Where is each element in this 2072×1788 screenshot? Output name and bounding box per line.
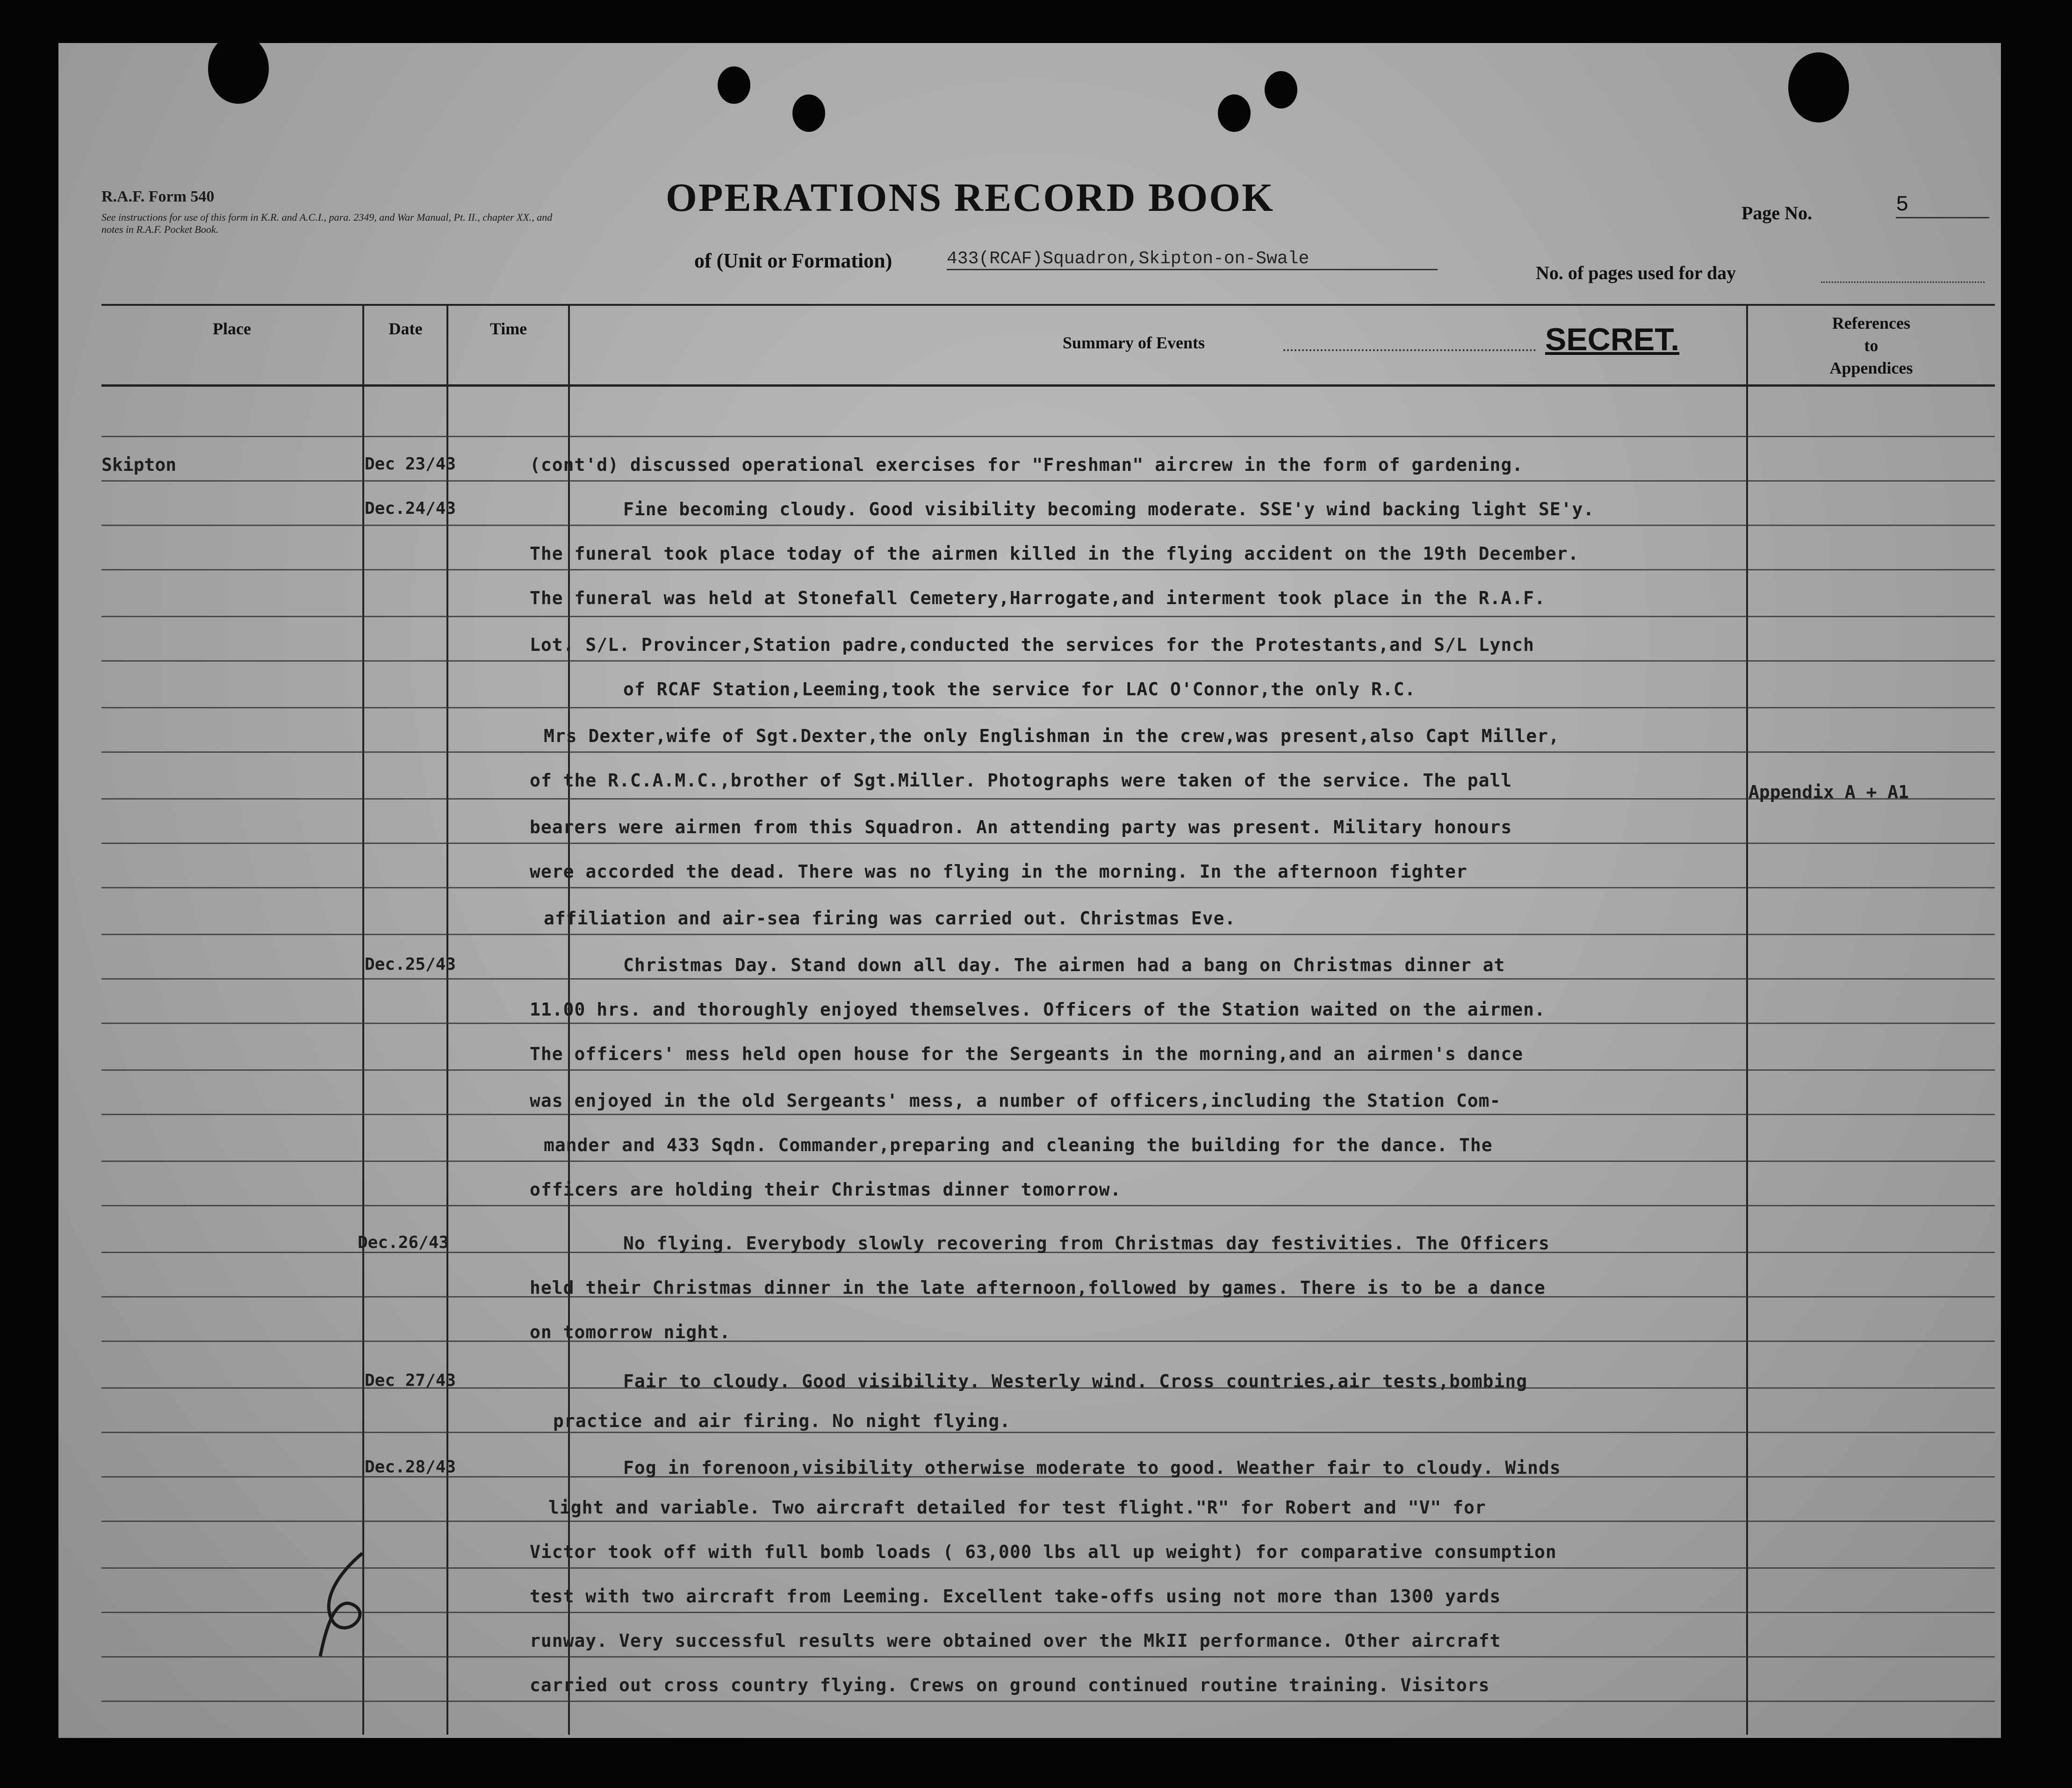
column-header-date: Date <box>388 319 423 338</box>
dotted-rule <box>1283 349 1536 351</box>
pages-used-label: No. of pages used for day <box>1536 262 1736 283</box>
column-divider <box>362 304 364 1735</box>
record-sheet <box>58 43 2001 1738</box>
ruled-line <box>101 1023 1995 1024</box>
summary-line: affiliation and air-sea firing was carried out. Christmas Eve. <box>544 908 1236 929</box>
date-entry: Dec.24/43 <box>365 499 456 518</box>
summary-line: Fog in forenoon,visibility otherwise moderate to good. Weather fair to cloudy. Winds <box>623 1457 1561 1478</box>
appendix-reference: Appendix A + A1 <box>1748 782 1909 802</box>
ruled-line <box>101 1701 1995 1702</box>
ruled-line <box>101 934 1995 935</box>
summary-line: practice and air firing. No night flying. <box>553 1411 1011 1431</box>
punch-hole <box>1265 71 1297 108</box>
ruled-line <box>101 436 1995 437</box>
summary-line: (cont'd) discussed operational exercises for "Freshman" aircrew in the form of gardening. <box>530 454 1524 475</box>
summary-line: 11.00 hrs. and thoroughly enjoyed themselves. Officers of the Station waited on the airmen. <box>530 999 1546 1020</box>
summary-line: held their Christmas dinner in the late afternoon,followed by games. There is to be a dance <box>530 1277 1546 1298</box>
column-divider <box>446 304 448 1735</box>
column-header-references <box>1748 312 1994 379</box>
pages-used-line <box>1821 281 1985 283</box>
summary-line: light and variable. Two aircraft detailed for test flight."R" for Robert and "V" for <box>548 1497 1486 1518</box>
page-number-value: 5 <box>1896 193 1989 218</box>
summary-line: bearers were airmen from this Squadron. An attending party was present. Military honours <box>530 817 1512 837</box>
summary-line: Christmas Day. Stand down all day. The airmen had a bang on Christmas dinner at <box>623 955 1505 975</box>
column-header-place: Place <box>213 319 251 338</box>
ruled-line <box>101 1161 1995 1162</box>
references-line-3: Appendices <box>1829 359 1913 377</box>
unit-label: of (Unit or Formation) <box>694 249 892 272</box>
column-header-summary: Summary of Events <box>1063 333 1205 352</box>
summary-line: The funeral took place today of the airmen killed in the flying accident on the 19th December. <box>530 543 1579 564</box>
summary-line: The officers' mess held open house for the Sergeants in the morning,and an airmen's dance <box>530 1044 1524 1064</box>
ruled-line <box>101 616 1995 617</box>
ruled-line <box>101 887 1995 888</box>
summary-line: Fair to cloudy. Good visibility. Westerly wind. Cross countries,air tests,bombing <box>623 1371 1528 1391</box>
ruled-line <box>101 707 1995 708</box>
summary-line: were accorded the dead. There was no flying in the morning. In the afternoon fighter <box>530 861 1468 882</box>
punch-hole <box>718 66 750 104</box>
place-entry: Skipton <box>101 454 177 475</box>
ruled-line <box>101 843 1995 844</box>
summary-line: carried out cross country flying. Crews on ground continued routine training. Visitors <box>530 1675 1490 1695</box>
summary-line: officers are holding their Christmas dinner tomorrow. <box>530 1179 1122 1200</box>
secret-stamp: SECRET. <box>1545 322 1680 357</box>
column-divider <box>1746 304 1748 1735</box>
summary-line: test with two aircraft from Leeming. Excellent take-offs using not more than 1300 yards <box>530 1586 1501 1607</box>
column-header-time: Time <box>489 319 527 338</box>
summary-line: of the R.C.A.M.C.,brother of Sgt.Miller. Photographs were taken of the service. The pall <box>530 770 1512 791</box>
summary-line: of RCAF Station,Leeming,took the service for LAC O'Connor,the only R.C. <box>623 679 1416 699</box>
ruled-line <box>101 480 1995 482</box>
references-line-2: to <box>1864 336 1878 355</box>
summary-line: Victor took off with full bomb loads ( 63,000 lbs all up weight) for comparative consumption <box>530 1542 1557 1562</box>
ruled-line <box>101 569 1995 570</box>
punch-hole <box>1788 52 1849 123</box>
summary-line: Fine becoming cloudy. Good visibility becoming moderate. SSE'y wind backing light SE'y. <box>623 499 1595 519</box>
ruled-line <box>101 1205 1995 1206</box>
form-id: R.A.F. Form 540 <box>101 188 215 205</box>
summary-line: No flying. Everybody slowly recovering from Christmas day festivities. The Officers <box>623 1233 1550 1254</box>
summary-line: runway. Very successful results were obtained over the MkII performance. Other aircraft <box>530 1630 1501 1651</box>
page-title: OPERATIONS RECORD BOOK <box>666 175 1274 220</box>
ruled-line <box>101 525 1995 526</box>
date-entry: Dec 23/43 <box>365 454 456 474</box>
ruled-line <box>101 1114 1995 1115</box>
table-header-border <box>101 384 1995 387</box>
summary-line: on tomorrow night. <box>530 1322 731 1342</box>
table-top-border <box>101 304 1995 306</box>
ruled-line <box>101 1432 1995 1433</box>
references-line-1: References <box>1832 314 1911 332</box>
date-entry: Dec 27/43 <box>365 1371 456 1390</box>
summary-line: Lot. S/L. Provincer,Station padre,conducted the services for the Protestants,and S/L Lynch <box>530 634 1535 655</box>
punch-hole <box>208 34 269 104</box>
ruled-line <box>101 798 1995 800</box>
ruled-line <box>101 1069 1995 1071</box>
punch-hole <box>792 94 825 132</box>
form-note: See instructions for use of this form in K.R. and A.C.I., para. 2349, and War Manual, Pt. II., chapter XX., and notes in R.A.F. Pocket Book. <box>101 211 553 235</box>
ruled-line <box>101 660 1995 662</box>
date-entry: Dec.25/43 <box>365 955 456 974</box>
ruled-line <box>101 751 1995 753</box>
punch-hole <box>1218 94 1251 132</box>
summary-line: mander and 433 Sqdn. Commander,preparing and cleaning the building for the dance. The <box>544 1135 1493 1155</box>
ruled-line <box>101 1341 1995 1342</box>
ruled-line <box>101 1521 1995 1522</box>
unit-value: 433(RCAF)Squadron,Skipton-on-Swale <box>947 249 1438 270</box>
page-number-label: Page No. <box>1741 202 1813 224</box>
date-entry: Dec.28/43 <box>365 1457 456 1477</box>
summary-line: was enjoyed in the old Sergeants' mess, a number of officers,including the Station Com- <box>530 1090 1501 1111</box>
ruled-line <box>101 978 1995 980</box>
summary-line: The funeral was held at Stonefall Cemetery,Harrogate,and interment took place in the R.A.F. <box>530 588 1546 608</box>
initials-mark <box>292 1549 395 1670</box>
date-entry: Dec.26/43 <box>358 1233 449 1252</box>
summary-line: Mrs Dexter,wife of Sgt.Dexter,the only Englishman in the crew,was present,also Capt Miller, <box>544 726 1560 746</box>
